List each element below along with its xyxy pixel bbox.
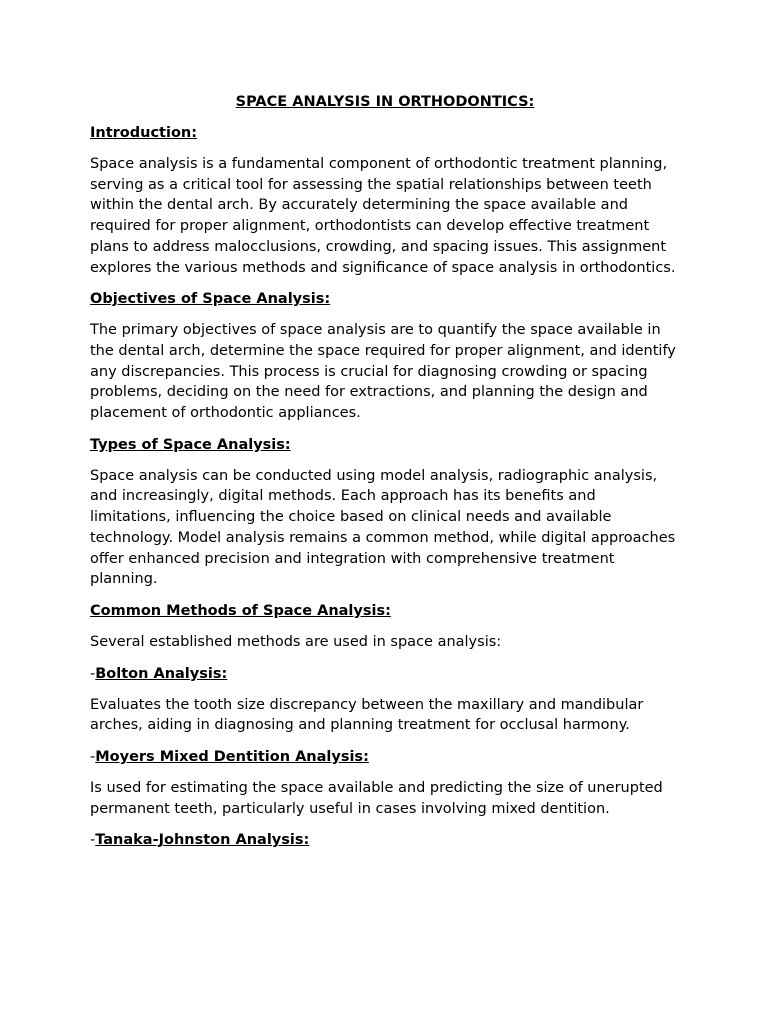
tanaka-johnston-analysis-heading <box>90 830 680 850</box>
methods-heading: Common Methods of Space Analysis: <box>90 602 391 619</box>
list-dash: - <box>90 665 96 682</box>
bolton-analysis-heading <box>90 664 680 684</box>
types-heading: Types of Space Analysis: <box>90 436 291 453</box>
moyers-analysis-paragraph: Is used for estimating the space available and predicting the size of unerupted permanent teeth, particularly useful in cases involving mixed dentition. <box>90 780 663 817</box>
moyers-analysis-heading <box>90 747 680 767</box>
moyers-analysis-label: Moyers Mixed Dentition Analysis: <box>95 749 369 766</box>
bolton-analysis-label: Bolton Analysis: <box>95 665 228 682</box>
objectives-heading: Objectives of Space Analysis: <box>90 291 331 308</box>
document-page <box>90 92 680 861</box>
document-title: SPACE ANALYSIS IN ORTHODONTICS: <box>235 94 535 110</box>
list-dash: - <box>90 749 96 766</box>
introduction-paragraph: Space analysis is a fundamental component of orthodontic treatment planning, serving as a critical tool for assessing the spatial relationships between teeth within the dental arch. By accurately determining the space available and required for proper alignment, orthodontists can develop effective treatment plans to address malocclusions, crowding, and spacing issues. This assignment explores the various methods and significance of space analysis in orthodontics. <box>90 156 676 276</box>
list-dash: - <box>90 832 96 849</box>
introduction-heading: Introduction: <box>90 125 198 141</box>
methods-intro-paragraph: Several established methods are used in space analysis: <box>90 633 502 650</box>
types-paragraph: Space analysis can be conducted using model analysis, radiographic analysis, and increasingly, digital methods. Each approach has its benefits and limitations, influencing the choice based on clinical needs and available technology. Model analysis remains a common method, while digital approaches offer enhanced precision and integration with comprehensive treatment planning. <box>90 467 676 588</box>
tanaka-johnston-analysis-label: Tanaka-Johnston Analysis: <box>95 832 310 849</box>
bolton-analysis-paragraph: Evaluates the tooth size discrepancy between the maxillary and mandibular arches, aiding in diagnosing and planning treatment for occlusal harmony. <box>90 696 644 734</box>
objectives-paragraph: The primary objectives of space analysis are to quantify the space available in the dental arch, determine the space required for proper alignment, and identify any discrepancies. This process is crucial for diagnosing crowding or spacing problems, deciding on the need for extractions, and planning the design and placement of orthodontic appliances. <box>90 322 676 422</box>
